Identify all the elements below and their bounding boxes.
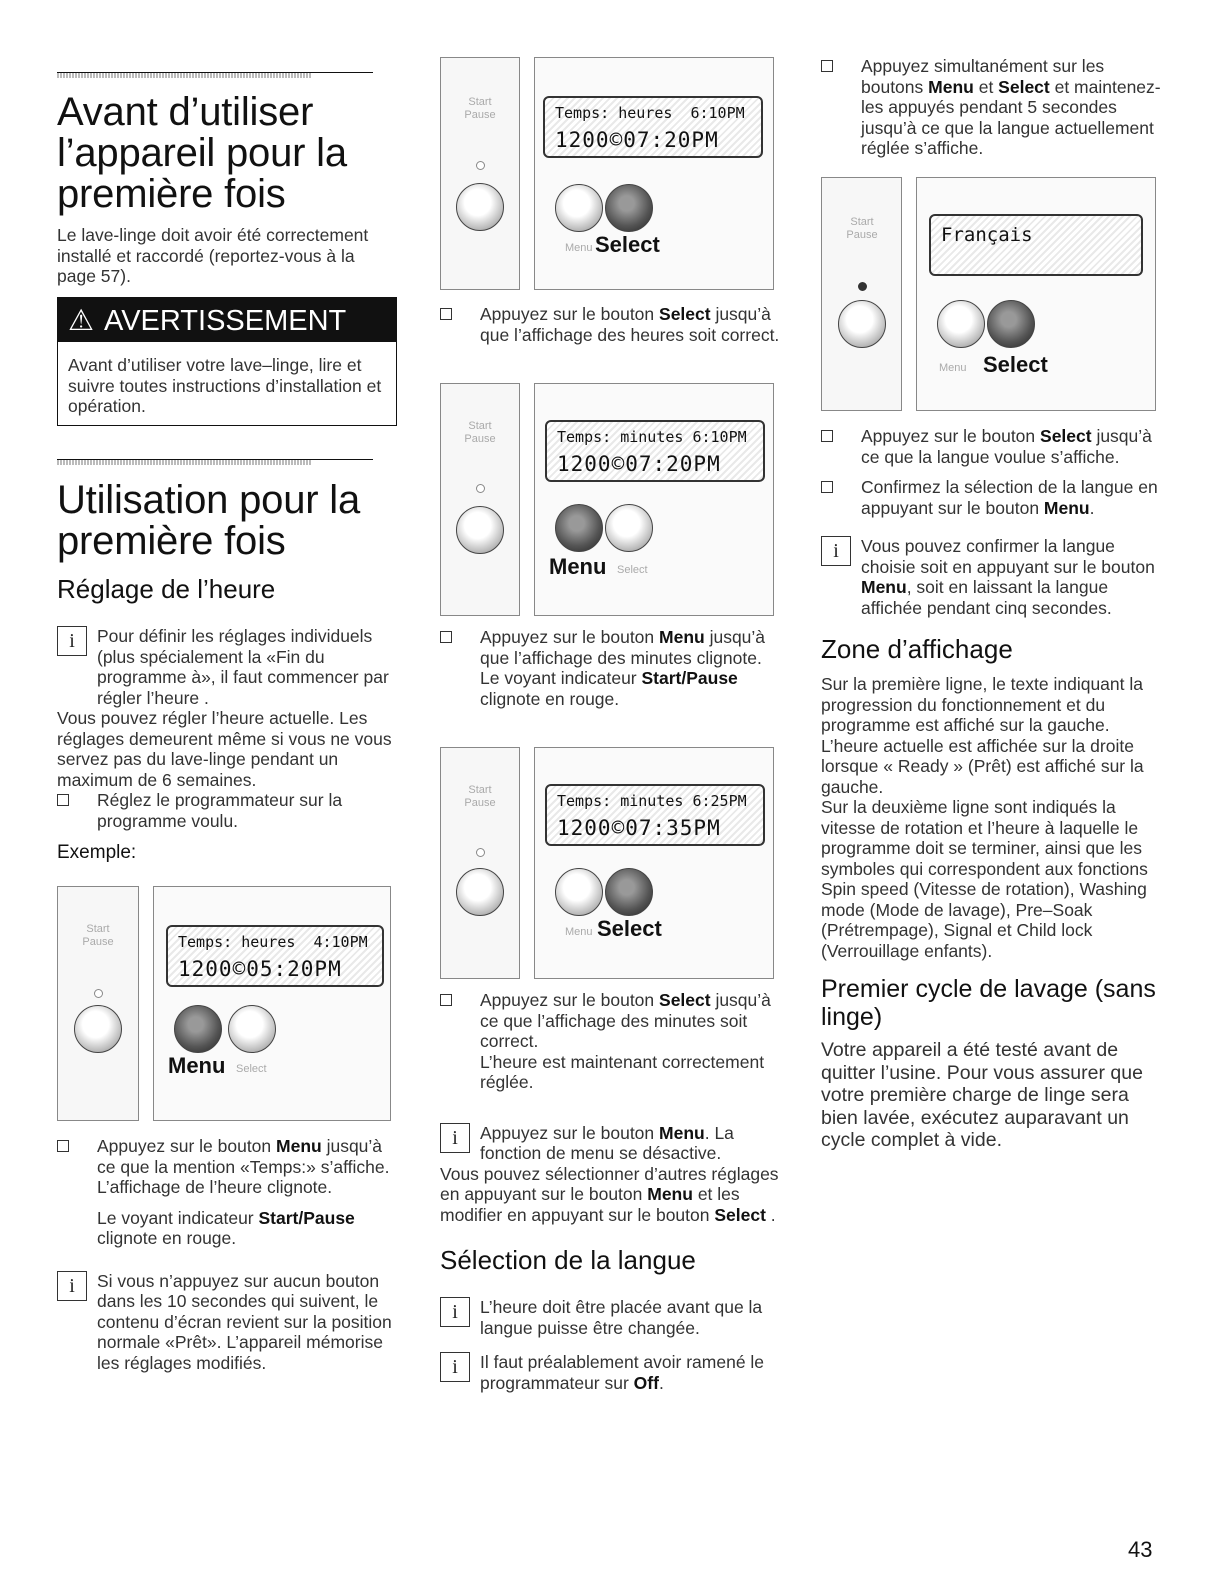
select-label: Select (983, 352, 1048, 377)
info-note (57, 1271, 397, 1374)
lcd-display (543, 96, 763, 158)
section-title: Avant d’utiliser l’appareil pour la première fois (57, 90, 347, 216)
panel-left-strip (57, 886, 139, 1121)
menu-label: Menu (565, 242, 593, 254)
indicator-light (476, 161, 485, 170)
control-panel-illustration (57, 886, 390, 1121)
subsection-title: Zone d’affichage (821, 634, 1013, 664)
subsection-title: Sélection de la langue (440, 1245, 696, 1275)
step-item: Appuyez sur le bouton Menu jusqu’à que l’affichage des minutes clignote. Le voyant indicateur Start/Pause clignote en rouge. (440, 627, 780, 709)
info-icon: i (57, 626, 87, 656)
start-pause-button (456, 506, 504, 554)
checkbox-icon (57, 794, 69, 806)
menu-button (555, 504, 603, 552)
info-icon: i (440, 1123, 470, 1153)
info-icon: i (821, 536, 851, 566)
start-pause-label: Start Pause (464, 784, 496, 809)
paragraph: Vous pouvez sélectionner d’autres réglages en appuyant sur le bouton Menu et les modifier en appuyant sur le bouton Select . (440, 1163, 779, 1225)
indicator-light (476, 848, 485, 857)
info-text: L’heure doit être placée avant que la langue puisse être changée. (480, 1297, 763, 1338)
info-icon: i (440, 1297, 470, 1327)
panel-right (534, 747, 774, 979)
lcd-line-2: 1200©05:20PM (178, 957, 342, 981)
panel-left-strip (440, 747, 520, 979)
info-icon: i (57, 1271, 87, 1301)
lcd-line-1: Temps: heures 4:10PM (178, 933, 368, 951)
info-note (57, 626, 397, 708)
start-pause-button (456, 183, 504, 231)
warning-box (57, 297, 397, 426)
warning-header (58, 298, 396, 342)
start-pause-label: Start Pause (464, 96, 496, 121)
select-label: Select (617, 564, 648, 576)
panel-right (153, 886, 391, 1121)
select-button (228, 1005, 276, 1053)
step-item (57, 790, 397, 831)
lcd-line-1: Temps: minutes 6:10PM (557, 428, 747, 446)
lcd-display (929, 214, 1143, 276)
start-pause-button (456, 868, 504, 916)
step-item: Appuyez sur le bouton Menu jusqu’à ce que la mention «Temps:» s’affiche. L’affichage de l’heure clignote. (57, 1136, 397, 1198)
info-note (440, 1297, 780, 1338)
warning-title: AVERTISSEMENT (104, 305, 347, 337)
select-label: Select (597, 916, 662, 941)
step-item: Appuyez sur le bouton Select jusqu’à que l’affichage des heures soit correct. (440, 304, 780, 345)
lcd-line-2: 1200©07:35PM (557, 816, 721, 840)
paragraph: Sur la deuxième ligne sont indiqués la vitesse de rotation et l’heure à laquelle le programme doit se terminer, ainsi que les symboles qui correspondent aux fonctions Spin speed (Vitesse de rotation), Washing mode (Mode de lavage), Pre–Soak (Prétrempage), Signal et Child lock (Verrouillage enfants). (821, 797, 1148, 961)
step-item: Confirmez la sélection de la langue en appuyant sur le bouton Menu. (821, 477, 1161, 518)
checkbox-icon (821, 481, 833, 493)
intro-text: Le lave-linge doit avoir été correctement installé et raccordé (reportez-vous à la page 57). (57, 225, 369, 286)
paragraph: Vous pouvez régler l’heure actuelle. Les réglages demeurent même si vous ne vous servez pas du lave-linge pendant un maximum de 6 semaines. (57, 708, 392, 790)
step-item: Appuyez sur le bouton Select jusqu’à ce que la langue voulue s’affiche. (821, 426, 1161, 467)
step-item: Appuyez simultanément sur les boutons Menu et Select et maintenez-les appuyés pendant 5 secondes jusqu’à ce que la langue actuellement réglée s’affiche. (821, 56, 1161, 159)
select-button (605, 504, 653, 552)
control-panel-illustration (440, 747, 774, 979)
menu-button (937, 300, 985, 348)
panel-right (534, 383, 774, 616)
select-button (605, 184, 653, 232)
menu-button (174, 1005, 222, 1053)
info-text: Pour définir les réglages individuels (plus spécialement la «Fin du programme à», il faut commencer par régler l’heure . (97, 626, 389, 708)
panel-left-strip (821, 177, 902, 411)
control-panel-illustration (440, 57, 774, 290)
lcd-display (166, 925, 384, 987)
select-button (605, 868, 653, 916)
menu-button (555, 184, 603, 232)
menu-label: Menu (565, 926, 593, 938)
warning-body: Avant d’utiliser votre lave–linge, lire et suivre toutes instructions d’installation et opération. (68, 355, 382, 416)
page-number: 43 (1128, 1537, 1153, 1562)
info-note: i Appuyez sur le bouton Menu. La fonction de menu se désactive. (440, 1123, 780, 1164)
step-item: Appuyez sur le bouton Select jusqu’à ce que l’affichage des minutes soit correct. L’heure est maintenant correctement réglée. (440, 990, 780, 1093)
paragraph: Sur la première ligne, le texte indiquant la progression du fonctionnement et du programme est affiché sur la gauche. L’heure actuelle est affichée sur la droite lorsque « Ready » (Prêt) est affiché sur la gauche. (821, 674, 1144, 797)
lcd-display (545, 420, 765, 482)
checkbox-icon (821, 430, 833, 442)
subsection-title: Réglage de l’heure (57, 574, 276, 604)
indicator-light (858, 282, 867, 291)
decorative-rule (57, 73, 312, 78)
panel-right (916, 177, 1156, 411)
start-pause-label: Start Pause (82, 923, 114, 948)
start-pause-button (838, 300, 886, 348)
checkbox-icon (440, 631, 452, 643)
lcd-line-1: Temps: heures 6:10PM (555, 104, 745, 122)
panel-left-strip (440, 57, 520, 290)
menu-label: Menu (168, 1053, 226, 1078)
decorative-rule (57, 460, 312, 465)
info-icon: i (440, 1352, 470, 1382)
start-pause-label: Start Pause (846, 216, 878, 241)
checkbox-icon (440, 308, 452, 320)
lcd-line-1: Temps: minutes 6:25PM (557, 792, 747, 810)
indicator-light (476, 484, 485, 493)
start-pause-label: Start Pause (464, 420, 496, 445)
lcd-line-1: Français (941, 224, 1033, 246)
control-panel-illustration (821, 177, 1156, 411)
select-label: Select (595, 232, 660, 257)
select-button (987, 300, 1035, 348)
checkbox-icon (57, 1140, 69, 1152)
divider (57, 459, 373, 460)
step-note: Le voyant indicateur Start/Pause clignote en rouge. (97, 1207, 355, 1248)
divider (57, 72, 373, 73)
lcd-line-2: 1200©07:20PM (555, 128, 719, 152)
example-label: Exemple: (57, 842, 137, 863)
subsection-title: Premier cycle de lavage (sans linge) (821, 975, 1156, 1031)
panel-right (534, 57, 774, 290)
start-pause-button (74, 1005, 122, 1053)
lcd-line-2: 1200©07:20PM (557, 452, 721, 476)
select-label: Select (236, 1063, 267, 1075)
info-note: i Il faut préalablement avoir ramené le programmateur sur Off. (440, 1352, 780, 1393)
step-text: Réglez le programmateur sur la programme voulu. (97, 790, 343, 831)
indicator-light (94, 989, 103, 998)
checkbox-icon (440, 994, 452, 1006)
lcd-display (545, 784, 765, 846)
info-note: i Vous pouvez confirmer la langue choisie soit en appuyant sur le bouton Menu, soit en laissant la langue affichée pendant cinq secondes. (821, 536, 1161, 618)
checkbox-icon (821, 60, 833, 72)
paragraph: Votre appareil a été testé avant de quitter l’usine. Pour vous assurer que votre première charge de linge sera bien lavée, exécutez auparavant un cycle complet à vide. (821, 1039, 1143, 1151)
panel-left-strip (440, 383, 520, 616)
control-panel-illustration (440, 383, 774, 616)
info-text: Si vous n’appuyez sur aucun bouton dans les 10 secondes qui suivent, le contenu d’écran revient sur la position normale «Prêt». L’appareil mémorise les réglages modifiés. (97, 1270, 392, 1373)
menu-label: Menu (549, 554, 607, 579)
menu-label: Menu (939, 362, 967, 374)
section-title: Utilisation pour la première fois (57, 478, 361, 563)
menu-button (555, 868, 603, 916)
warning-icon: ⚠ (68, 305, 94, 337)
